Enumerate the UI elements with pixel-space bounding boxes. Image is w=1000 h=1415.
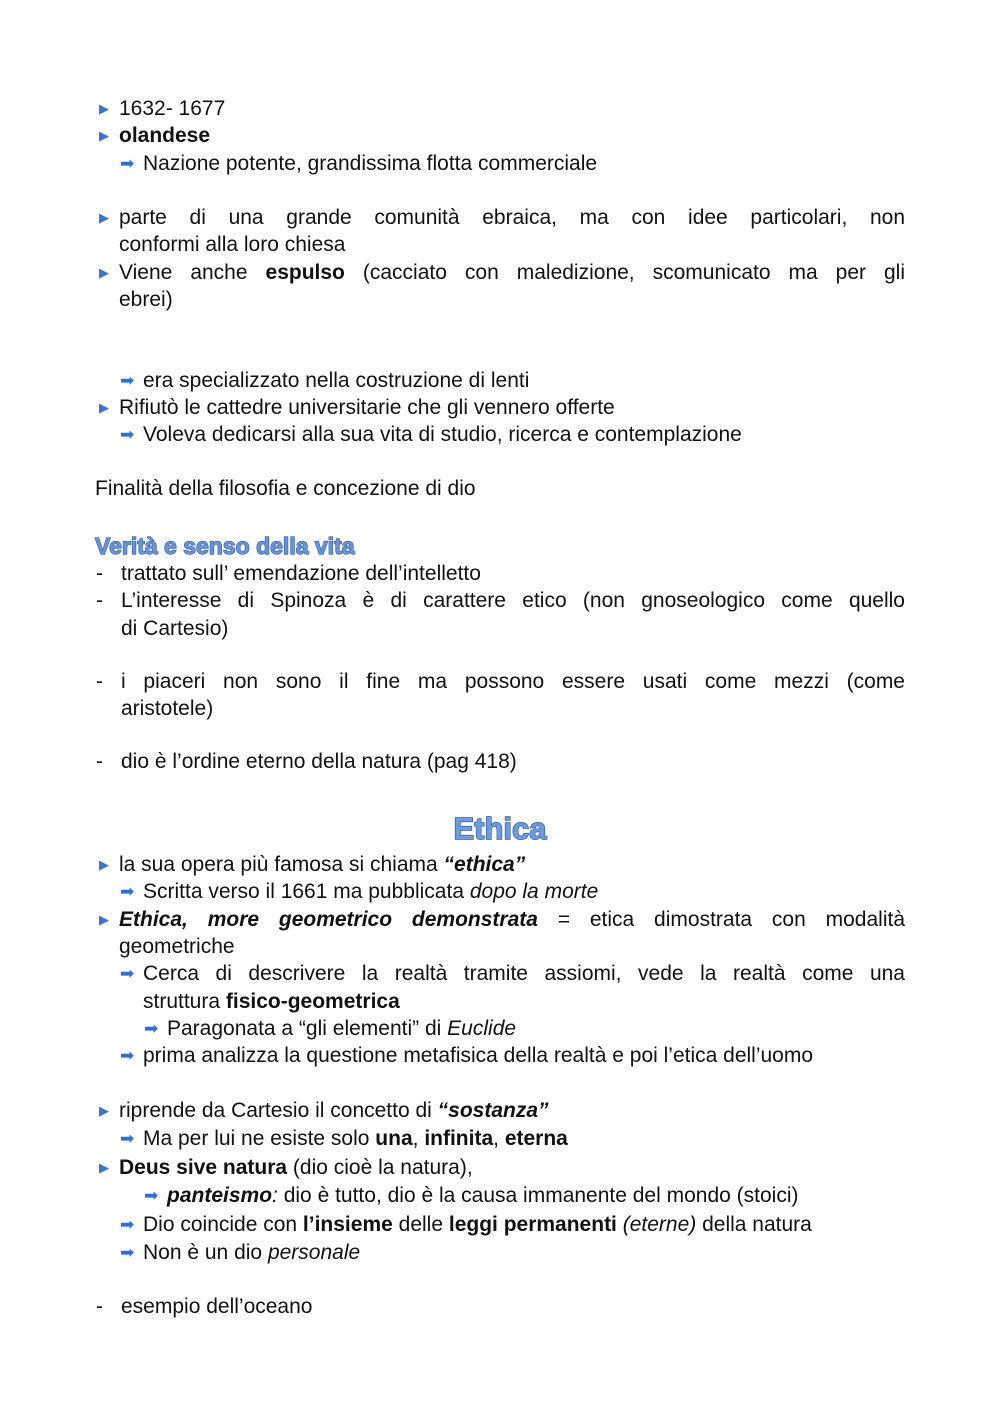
arrow-right-icon: ➡: [120, 154, 135, 173]
bold-text: eterna: [504, 1127, 568, 1150]
dash-bullet: -: [96, 750, 103, 773]
text-line: Voleva dedicarsi alla sua vita di studio, ricerca e contemplazione: [143, 423, 742, 446]
italic-text: :: [272, 1184, 278, 1207]
text-span: Non è un dio: [143, 1241, 268, 1264]
text-span: delle: [392, 1213, 449, 1236]
italic-text: dopo la morte: [469, 880, 599, 903]
bullet-triangle-icon: ▶: [99, 210, 109, 225]
arrow-right-icon: ➡: [120, 964, 135, 983]
dash-bullet: -: [96, 589, 103, 612]
bullet-triangle-icon: ▶: [99, 857, 109, 872]
text-line: di Cartesio): [121, 617, 229, 640]
text-line: [119, 906, 905, 933]
text-span: riprende da Cartesio il concetto di: [119, 1099, 438, 1122]
section-caption: Finalità della filosofia e concezione di dio: [95, 477, 476, 500]
bold-italic-text: panteismo: [167, 1184, 273, 1207]
arrow-right-icon: ➡: [120, 1046, 135, 1065]
bold-text: infinita: [424, 1127, 494, 1150]
text-line: [143, 1239, 360, 1266]
italic-text: Euclide: [447, 1017, 517, 1040]
text-line: dio è l’ordine eterno della natura (pag 418): [121, 750, 517, 773]
text-line: ebrei): [119, 288, 173, 311]
bold-text: olandese: [119, 124, 211, 147]
arrow-right-icon: ➡: [120, 1215, 135, 1234]
text-line: [143, 878, 598, 905]
italic-text: (eterne): [622, 1213, 697, 1236]
text-line: conformi alla loro chiesa: [119, 233, 346, 256]
text-line: L’interesse di Spinoza è di carattere etico (non gnoseologico come quello: [121, 589, 905, 612]
dash-bullet: -: [96, 562, 103, 585]
text-span: Paragonata a “gli elementi” di: [167, 1017, 448, 1040]
text-line: prima analizza la questione metafisica della realtà e poi l’etica dell’uomo: [143, 1044, 814, 1067]
text-line: [143, 1125, 568, 1152]
text-line: [167, 1015, 516, 1042]
text-line: i piaceri non sono il fine ma possono essere usati come mezzi (come: [121, 670, 905, 693]
text-line: [119, 259, 905, 286]
text-line: trattato sull’ emendazione dell’intelletto: [121, 562, 481, 585]
text-line: parte di una grande comunità ebraica, ma con idee particolari, non: [119, 206, 905, 229]
arrow-right-icon: ➡: [120, 1243, 135, 1262]
text-span: dio è tutto, dio è la causa immanente del mondo (stoici): [277, 1184, 799, 1207]
text-span: la sua opera più famosa si chiama: [119, 853, 444, 876]
bold-text: Deus sive natura: [119, 1156, 288, 1179]
text-line: Rifiutò le cattedre universitarie che gli vennero offerte: [119, 396, 615, 419]
text-line: Nazione potente, grandissima flotta commerciale: [143, 152, 598, 175]
bullet-triangle-icon: ▶: [99, 128, 109, 143]
text-line: Cerca di descrivere la realtà tramite assiomi, vede la realtà come una: [143, 962, 905, 985]
text-span: Viene anche: [119, 261, 266, 284]
text-span: della natura: [696, 1213, 812, 1236]
bullet-triangle-icon: ▶: [99, 400, 109, 415]
text-line: [119, 851, 525, 878]
text-line: geometriche: [119, 935, 235, 958]
text-line: [119, 1154, 473, 1181]
text-line: [143, 1211, 812, 1238]
text-span: ,: [412, 1127, 425, 1150]
bold-text: l’insieme: [302, 1213, 393, 1236]
text-line: era specializzato nella costruzione di lenti: [143, 369, 530, 392]
bullet-triangle-icon: ▶: [99, 912, 109, 927]
arrow-right-icon: ➡: [144, 1019, 159, 1038]
bullet-triangle-icon: ▶: [99, 1103, 109, 1118]
text-line: [119, 1097, 549, 1124]
text-span: (cacciato con maledizione, scomunicato ma per gli: [344, 261, 906, 284]
arrow-right-icon: ➡: [120, 882, 135, 901]
text-span: ,: [493, 1127, 505, 1150]
arrow-right-icon: ➡: [120, 425, 135, 444]
arrow-right-icon: ➡: [120, 1129, 135, 1148]
bold-text: fisico-geometrica: [225, 990, 400, 1013]
text-span: Ma per lui ne esiste solo: [143, 1127, 376, 1150]
text-span: Dio coincide con: [143, 1213, 303, 1236]
text-span: struttura: [143, 990, 226, 1013]
text-span: Scritta verso il 1661 ma pubblicata: [143, 880, 470, 903]
section-heading: Verità e senso della vita: [95, 533, 355, 559]
text-line: [119, 122, 210, 149]
text-span: = etica dimostrata con modalità: [537, 908, 905, 931]
text-line: esempio dell’oceano: [121, 1295, 313, 1318]
bold-italic-text: “sostanza”: [437, 1099, 549, 1122]
bold-text: leggi permanenti: [448, 1213, 617, 1236]
bold-italic-text: “ethica”: [443, 853, 526, 876]
section-heading: Ethica: [453, 811, 547, 846]
dash-bullet: -: [96, 670, 103, 693]
italic-text: personale: [267, 1241, 361, 1264]
arrow-right-icon: ➡: [120, 371, 135, 390]
bold-text: espulso: [265, 261, 345, 284]
bold-italic-text: Ethica, more geometrico demonstrata: [119, 908, 538, 931]
text-line: 1632- 1677: [119, 97, 226, 120]
bold-text: una: [375, 1127, 413, 1150]
text-line: aristotele): [121, 697, 214, 720]
text-line: [143, 988, 400, 1015]
bullet-triangle-icon: ▶: [99, 265, 109, 280]
arrow-right-icon: ➡: [144, 1186, 159, 1205]
dash-bullet: -: [96, 1295, 103, 1318]
text-span: (dio cioè la natura),: [287, 1156, 473, 1179]
text-line: [167, 1182, 799, 1209]
bullet-triangle-icon: ▶: [99, 1160, 109, 1175]
bullet-triangle-icon: ▶: [99, 101, 109, 116]
